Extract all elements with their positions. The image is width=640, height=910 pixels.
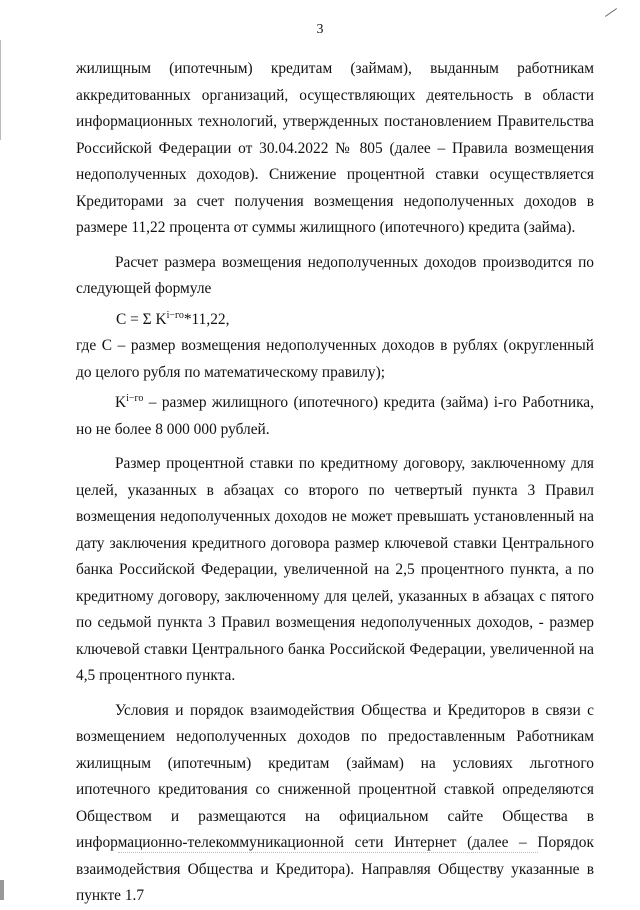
page-number: 3 xyxy=(316,22,324,37)
scan-artifact xyxy=(118,852,538,853)
paragraph-interest-rate: Размер процентной ставки по кредитному договору, заключенному для целей, указанных в абзацах со второго по четвертый пункта 3 Правил возмещения недополученных доходов не может превышать установленный на дату заключения кредитного договора размер ключевой ставки Центрального банка Российской Федерации, увеличенной на 2,5 процентного пункта, а по кредитному договору, заключенному для целей, указанных в абзацах с пятого по седьмой пункта 3 Правил возмещения недополученных доходов, - размер ключевой ставки Центрального банка Российской Федерации, увеличенной на 4,5 процентного пункта. xyxy=(76,455,594,684)
definition-c: где C – размер возмещения недополученных доходов в рублях (округленный до целого рубля по математическому правилу); xyxy=(76,337,594,381)
formula-suffix: *11,22, xyxy=(183,310,230,328)
formula xyxy=(76,303,594,334)
paragraph-continuation: жилищным (ипотечным) кредитам (займам), выданным работникам аккредитованных организаций, осуществляющих деятельность в области информационных технологий, утвержденных постановлением Правительства Российской Федерации от 30.04.2022 № 805 (далее – Правила возмещения недополученных доходов). Снижение процентной ставки осуществляется Кредиторами за счет получения возмещения недополученных доходов в размере 11,22 процента от суммы жилищного (ипотечного) кредита (займа). xyxy=(76,60,594,236)
definition-k xyxy=(76,386,594,443)
formula-prefix: C = Σ K xyxy=(116,310,167,328)
paragraph-conditions: Условия и порядок взаимодействия Общества и Кредиторов в связи с возмещением недополученных доходов по предоставленным Работникам жилищным (ипотечным) кредитам (займам) на условиях льготного ипотечного кредитования со сниженной процентной ставкой определяются Обществом и размещаются на официальном сайте Общества в информационно-телекоммуникационной сети Интернет (далее – Порядок взаимодействия Общества и Кредитора). Направляя Обществу указанные в пункте 1.7 xyxy=(76,701,594,904)
scan-mark xyxy=(605,8,617,17)
scan-edge xyxy=(0,40,1,140)
scan-edge-bottom xyxy=(0,880,4,900)
definition-k-text: – размер жилищного (ипотечного) кредита (займа) i-го Работника, но не более 8 000 000 рублей. xyxy=(76,394,594,438)
definition-k-symbol: K xyxy=(115,394,127,411)
paragraph-formula-intro: Расчет размера возмещения недополученных доходов производится по следующей формуле xyxy=(76,253,594,297)
formula-superscript: i−го xyxy=(166,309,184,321)
document-body xyxy=(76,56,594,910)
definition-k-superscript: i−го xyxy=(126,393,144,404)
